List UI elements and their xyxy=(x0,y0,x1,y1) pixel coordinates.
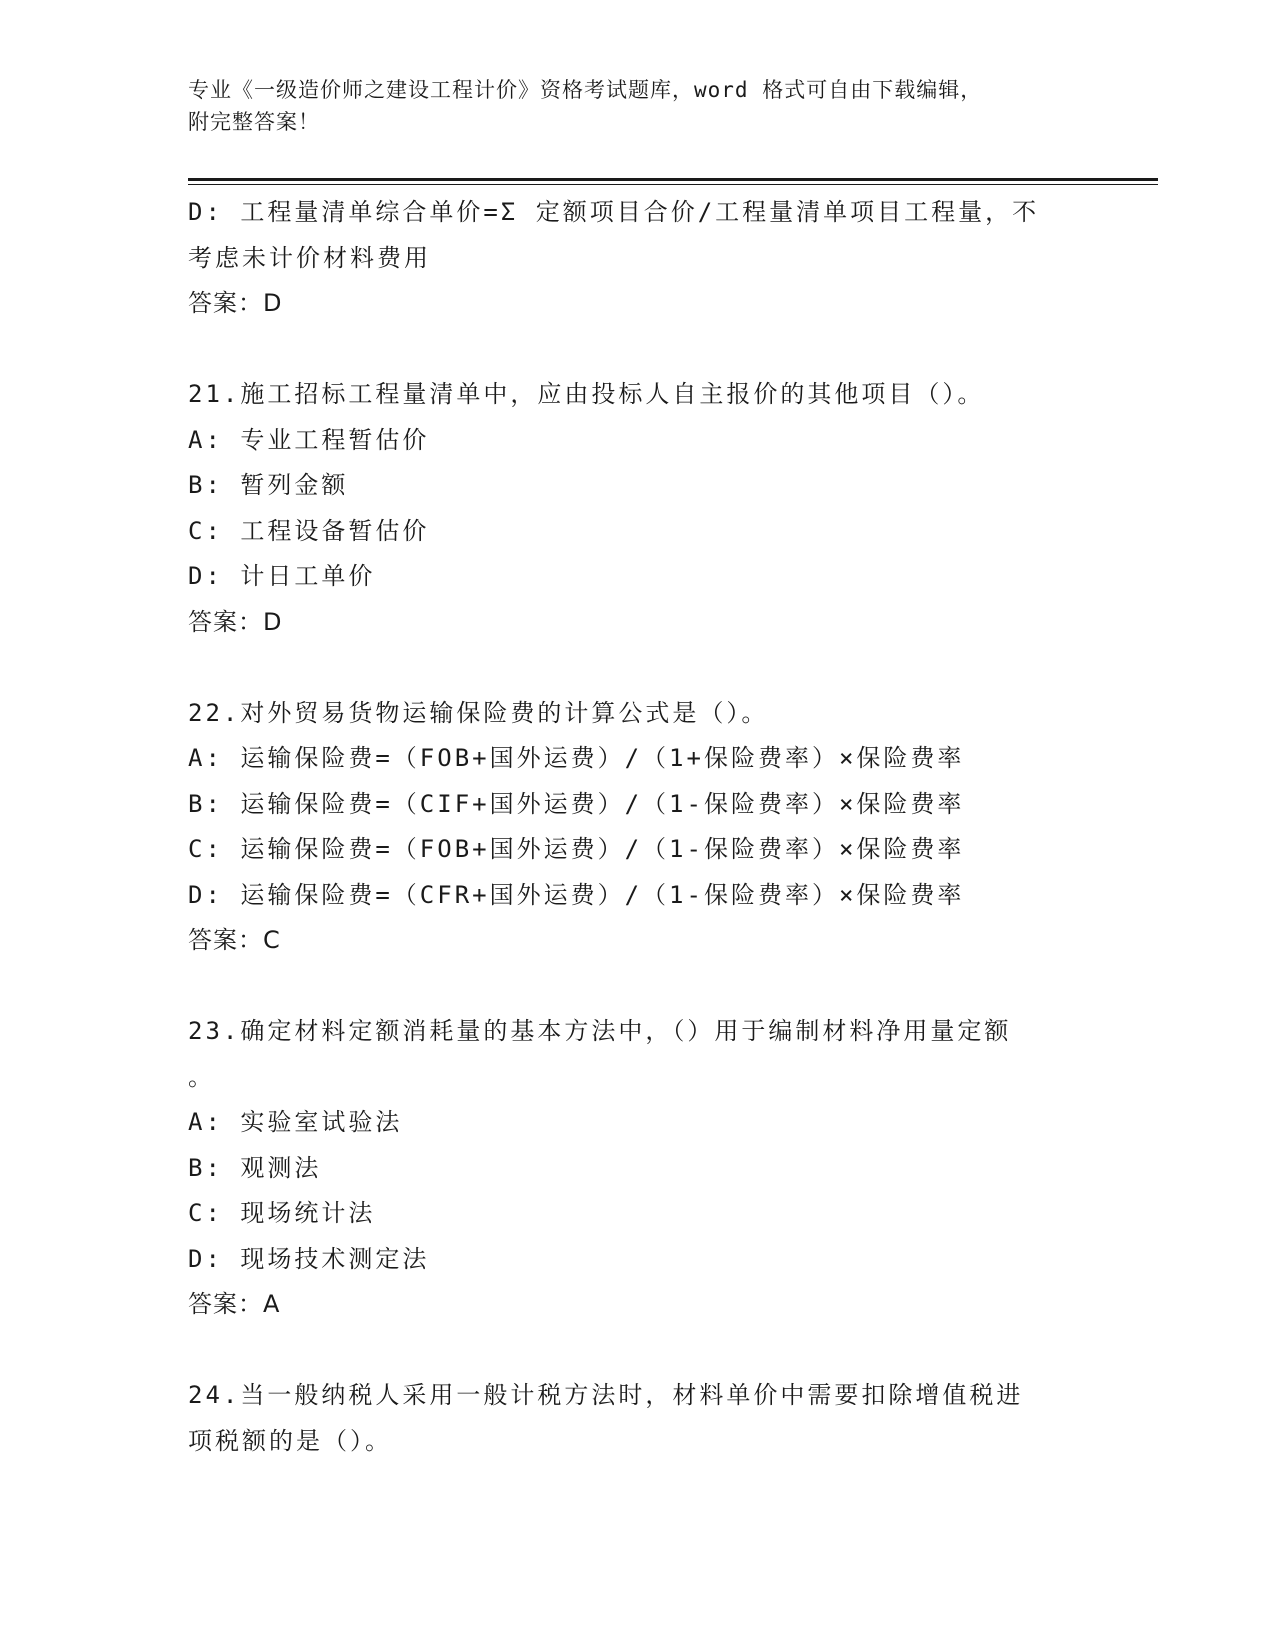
question-22-option-c: C: 运输保险费=（FOB+国外运费）/（1-保险费率）×保险费率 xyxy=(188,835,965,863)
question-21-option-b: B: 暂列金额 xyxy=(188,471,349,499)
spacer xyxy=(188,645,1088,691)
question-21-option-c: C: 工程设备暂估价 xyxy=(188,516,430,545)
question-22-option-a: A: 运输保险费=（FOB+国外运费）/（1+保险费率）×保险费率 xyxy=(188,744,965,772)
question-23-stem-line-1: 23.确定材料定额消耗量的基本方法中，（）用于编制材料净用量定额 xyxy=(188,1017,1012,1045)
question-22-option-d: D: 运输保险费=（CFR+国外运费）/（1-保险费率）×保险费率 xyxy=(188,880,965,909)
question-23-option-b: B: 观测法 xyxy=(188,1153,322,1182)
header-line-2: 附完整答案！ xyxy=(188,110,320,134)
question-23-answer: 答案：A xyxy=(188,1290,281,1318)
question-21-option-a: A: 专业工程暂估价 xyxy=(188,425,430,454)
question-23-stem-line-2: 。 xyxy=(188,1062,215,1091)
option-d-line-1: D: 工程量清单综合单价=Σ 定额项目合价/工程量清单项目工程量，不 xyxy=(188,198,1040,226)
question-23-option-c: C: 现场统计法 xyxy=(188,1199,376,1227)
spacer xyxy=(188,964,1088,1010)
spacer xyxy=(188,327,1088,373)
header-rule-thick xyxy=(188,178,1158,181)
question-24-stem-line-1: 24.当一般纳税人采用一般计税方法时，材料单价中需要扣除增值税进 xyxy=(188,1381,1024,1409)
question-21-option-d: D: 计日工单价 xyxy=(188,562,376,590)
option-d-line-2: 考虑未计价材料费用 xyxy=(188,243,431,272)
spacer xyxy=(188,1328,1088,1374)
question-content xyxy=(188,190,1088,1464)
question-22-answer: 答案：C xyxy=(188,926,281,954)
question-22-option-b: B: 运输保险费=（CIF+国外运费）/（1-保险费率）×保险费率 xyxy=(188,789,965,818)
question-22-stem: 22.对外贸易货物运输保险费的计算公式是（）。 xyxy=(188,698,769,727)
answer-line: 答案：D xyxy=(188,289,283,317)
header-line-1: 专业《一级造价师之建设工程计价》资格考试题库，word 格式可自由下载编辑， xyxy=(188,78,983,102)
header-rule-thin xyxy=(188,184,1158,185)
page-header xyxy=(188,74,1088,138)
question-24-stem-line-2: 项税额的是（）。 xyxy=(188,1426,392,1455)
question-21-answer: 答案：D xyxy=(188,607,283,636)
question-21-stem: 21.施工招标工程量清单中，应由投标人自主报价的其他项目（）。 xyxy=(188,380,985,408)
question-23-option-d: D: 现场技术测定法 xyxy=(188,1244,430,1273)
question-23-option-a: A: 实验室试验法 xyxy=(188,1108,403,1136)
